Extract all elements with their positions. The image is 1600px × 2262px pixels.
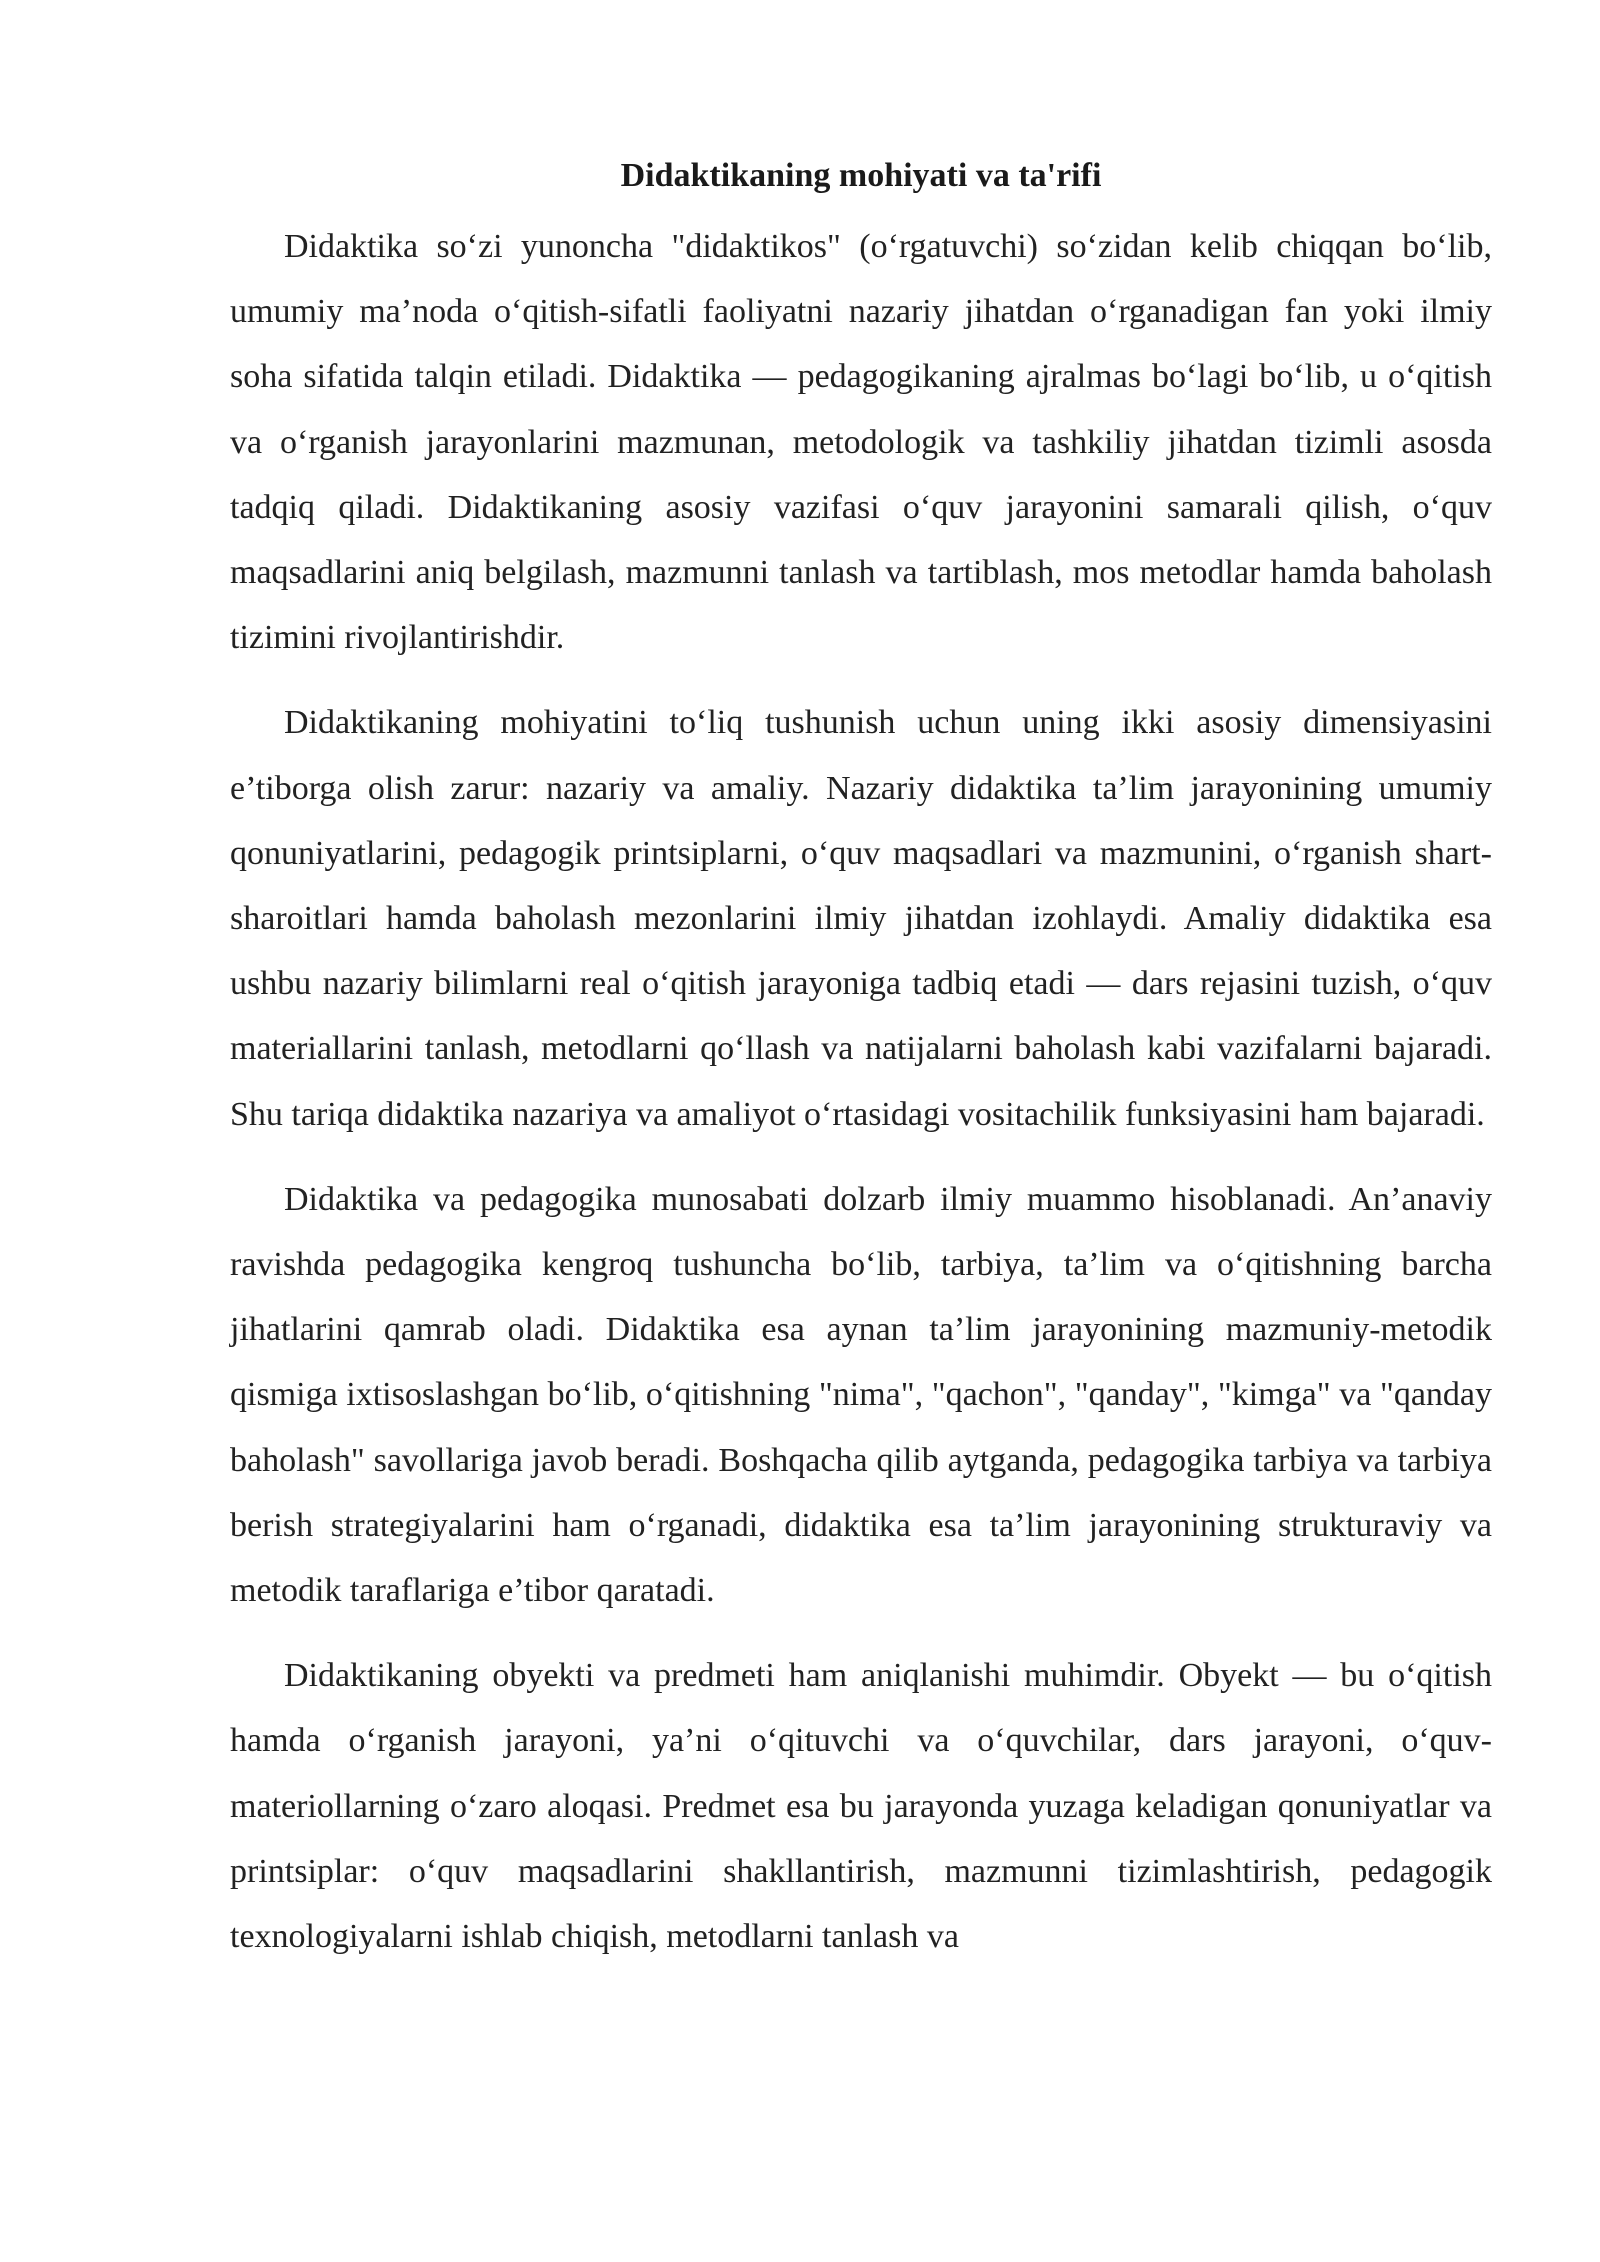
paragraph-4: Didaktikaning obyekti va predmeti ham aniqlanishi muhimdir. Obyekt — bu o‘qitish hamda o‘rganish jarayoni, ya’ni o‘qituvchi va o‘quvchilar, dars jarayoni, o‘quv-materiollarning o‘zaro aloqasi. Predmet esa bu jarayonda yuzaga keladigan qonuniyatlar va printsiplar: o‘quv maqsadlarini shakllantirish, mazmunni tizimlashtirish, pedagogik texnologiyalarni ishlab chiqish, metodlarni tanlash va: [230, 1657, 1492, 1956]
document-title: Didaktikaning mohiyati va ta'rifi: [620, 157, 1102, 194]
paragraph-3: Didaktika va pedagogika munosabati dolzarb ilmiy muammo hisoblanadi. An’anaviy ravishda pedagogika kengroq tushuncha bo‘lib, tarbiya, ta’lim va o‘qitishning barcha jihatlarini qamrab oladi. Didaktika esa aynan ta’lim jarayonining mazmuniy-metodik qismiga ixtisoslashgan bo‘lib, o‘qitishning "nima", "qachon", "qanday", "kimga" va "qanday baholash" savollariga javob beradi. Boshqacha qilib aytganda, pedagogika tarbiya va tarbiya berish strategiyalarini ham o‘rganadi, didaktika esa ta’lim jarayonining strukturaviy va metodik taraflariga e’tibor qaratadi.: [230, 1180, 1492, 1610]
page-content: [230, 150, 1492, 1989]
paragraph-2: Didaktikaning mohiyatini to‘liq tushunish uchun uning ikki asosiy dimensiyasini e’tiborga olish zarur: nazariy va amaliy. Nazariy didaktika ta’lim jarayonining umumiy qonuniyatlarini, pedagogik printsiplarni, o‘quv maqsadlari va mazmunini, o‘rganish shart-sharoitlari hamda baholash mezonlarini ilmiy jihatdan izohlaydi. Amaliy didaktika esa ushbu nazariy bilimlarni real o‘qitish jarayoniga tadbiq etadi — dars rejasini tuzish, o‘quv materiallarini tanlash, metodlarni qo‘llash va natijalarni baholash kabi vazifalarni bajaradi. Shu tariqa didaktika nazariya va amaliyot o‘rtasidagi vositachilik funksiyasini ham bajaradi.: [230, 704, 1492, 1133]
paragraph-1: Didaktika so‘zi yunoncha "didaktikos" (o‘rgatuvchi) so‘zidan kelib chiqqan bo‘lib, umumiy ma’noda o‘qitish-sifatli faoliyatni nazariy jihatdan o‘rganadigan fan yoki ilmiy soha sifatida talqin etiladi. Didaktika — pedagogikaning ajralmas bo‘lagi bo‘lib, u o‘qitish va o‘rganish jarayonlarini mazmunan, metodologik va tashkiliy jihatdan tizimli asosda tadqiq qiladi. Didaktikaning asosiy vazifasi o‘quv jarayonini samarali qilish, o‘quv maqsadlarini aniq belgilash, mazmunni tanlash va tartiblash, mos metodlar hamda baholash tizimini rivojlantirishdir.: [230, 228, 1492, 657]
